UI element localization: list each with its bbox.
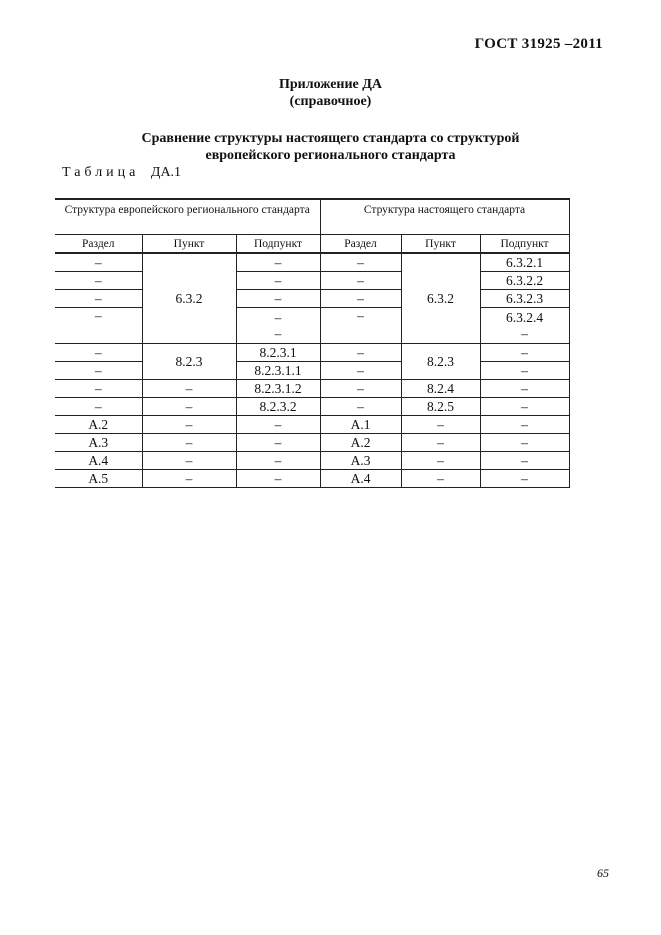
cell-c-section: – [320,272,401,290]
cell-e-subclause: – [236,290,320,308]
cell-c-subclause: – [480,452,569,470]
appendix-heading: Приложение ДА [278,77,383,92]
table-row [55,416,569,434]
cell-e-subclause: 8.2.3.1.1 [236,362,320,380]
comparison-title [0,130,661,164]
cell-e-subclause: – [236,470,320,488]
cell-e-clause-merged: 6.3.2 [142,253,236,344]
header-current-structure: Структура настоящего стандарта [320,199,569,235]
cell-c-subclause: 6.3.2.1 [480,253,569,272]
table-row [55,308,569,344]
table-row [55,470,569,488]
cell-e-section: А.5 [55,470,142,488]
cell-c-clause: 8.2.5 [401,398,480,416]
cell-c-clause-merged: 6.3.2 [401,253,480,344]
cell-c-section: А.1 [320,416,401,434]
cell-c-subclause-b: – [521,325,528,341]
cell-c-subclause: – [480,398,569,416]
table-row [55,290,569,308]
table-row [55,452,569,470]
header-c-subclause: Подпункт [480,235,569,254]
cell-c-section: А.3 [320,452,401,470]
comparison-title-line2: европейского регионального стандарта [205,148,456,163]
cell-c-clause: – [401,452,480,470]
cell-c-subclause: 6.3.2.3 [480,290,569,308]
table-caption-id: ДА.1 [150,165,182,180]
cell-c-subclause-stack [480,308,569,344]
structure-comparison-table [55,198,570,488]
cell-e-clause: – [142,452,236,470]
cell-e-clause: – [142,470,236,488]
table-column-header-row [55,235,569,254]
table-row [55,380,569,398]
cell-e-clause: – [142,416,236,434]
cell-c-section: – [320,380,401,398]
table-row [55,362,569,380]
cell-e-clause: – [142,380,236,398]
cell-e-subclause: – [236,253,320,272]
cell-c-section: – [320,308,401,344]
header-c-section: Раздел [320,235,401,254]
cell-c-section: – [320,398,401,416]
cell-c-clause: 8.2.4 [401,380,480,398]
cell-c-subclause: 6.3.2.2 [480,272,569,290]
cell-e-section: – [55,308,142,344]
cell-c-subclause: – [480,470,569,488]
cell-c-subclause: – [480,362,569,380]
cell-c-clause: – [401,470,480,488]
cell-e-section: А.3 [55,434,142,452]
cell-e-subclause: – [236,272,320,290]
table-row [55,344,569,362]
cell-e-section: – [55,344,142,362]
cell-e-clause: – [142,398,236,416]
table-caption [62,165,181,181]
cell-c-clause: – [401,416,480,434]
cell-e-section: А.2 [55,416,142,434]
cell-e-section: – [55,253,142,272]
cell-c-subclause-a: 6.3.2.4 [505,309,544,325]
cell-c-section: – [320,344,401,362]
cell-c-subclause: – [480,416,569,434]
cell-e-clause: – [142,434,236,452]
cell-e-section: А.4 [55,452,142,470]
cell-e-subclause: – [236,416,320,434]
header-e-section: Раздел [55,235,142,254]
header-european-structure: Структура европейского регионального стандарта [55,199,320,235]
document-code: ГОСТ 31925 –2011 [474,36,603,52]
cell-e-subclause-a: – [274,309,282,325]
cell-e-clause-merged: 8.2.3 [142,344,236,380]
table-row [55,434,569,452]
header-e-clause: Пункт [142,235,236,254]
table-row [55,272,569,290]
cell-c-subclause: – [480,380,569,398]
page-number: 65 [597,866,609,880]
appendix-subheading: (справочное) [289,94,372,109]
header-c-clause: Пункт [401,235,480,254]
comparison-title-line1: Сравнение структуры настоящего стандарта со структурой [141,131,520,146]
cell-c-subclause: – [480,344,569,362]
appendix-title [0,76,661,110]
table-row [55,398,569,416]
cell-e-section: – [55,362,142,380]
cell-c-clause-merged: 8.2.3 [401,344,480,380]
cell-e-subclause: – [236,434,320,452]
table-group-header-row [55,199,569,235]
cell-e-subclause-b: – [274,325,282,341]
cell-c-section: – [320,290,401,308]
header-e-subclause: Подпункт [236,235,320,254]
table-row [55,253,569,272]
cell-e-subclause: – [236,452,320,470]
cell-e-section: – [55,290,142,308]
cell-c-section: А.4 [320,470,401,488]
cell-e-section: – [55,380,142,398]
cell-c-subclause: – [480,434,569,452]
cell-e-section: – [55,398,142,416]
cell-e-section: – [55,272,142,290]
table-caption-word: Таблица [62,165,140,180]
cell-c-section: – [320,253,401,272]
cell-e-subclause: 8.2.3.2 [236,398,320,416]
cell-e-subclause: 8.2.3.1.2 [236,380,320,398]
cell-c-section: А.2 [320,434,401,452]
cell-e-subclause: 8.2.3.1 [236,344,320,362]
cell-e-subclause-stack [236,308,320,344]
cell-c-section: – [320,362,401,380]
cell-c-clause: – [401,434,480,452]
